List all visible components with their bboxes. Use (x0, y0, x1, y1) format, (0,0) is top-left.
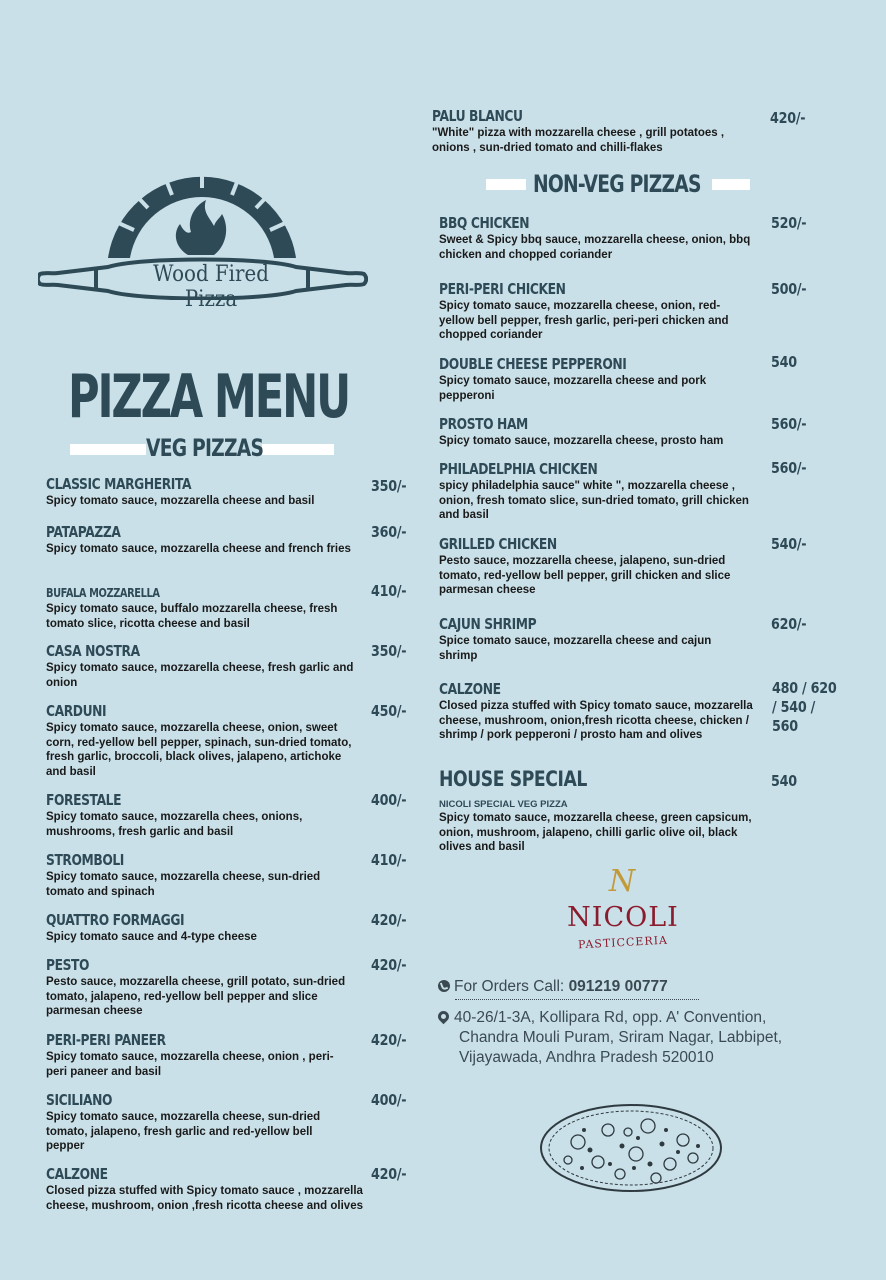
address-line-1: 40-26/1-3A, Kollipara Rd, opp. A' Convention, (454, 1009, 767, 1026)
item-name: PERI-PERI PANEER (46, 1031, 166, 1049)
item-price: 520/- (771, 214, 807, 232)
item-name: DOUBLE CHEESE PEPPERONI (439, 355, 627, 373)
item-price: 350/- (371, 642, 407, 660)
item-description: Spicy tomato sauce, mozzarella cheese and french fries (46, 543, 351, 555)
menu-item (46, 523, 356, 557)
nonveg-section-heading: NON-VEG PIZZAS (533, 170, 701, 198)
menu-item (439, 767, 753, 855)
item-description: Spicy tomato sauce, mozzarella cheese, sun-dried tomato, jalapeno, fresh garlic and red-yellow bell pepper (46, 1111, 321, 1153)
item-description: Closed pizza stuffed with Spicy tomato sauce, mozzarella cheese, mushroom, onion,fresh ricotta cheese, chicken / shrimp / pork pepperoni / prosto ham and olives (439, 700, 753, 742)
item-price: 420/- (770, 109, 806, 127)
address-line-2: Chandra Mouli Puram, Sriram Nagar, Labbipet, (459, 1029, 783, 1046)
menu-item (46, 586, 364, 631)
item-name: PALU BLANCU (432, 107, 523, 125)
menu-item (46, 956, 352, 1019)
item-description: spicy philadelphia sauce" white ", mozzarella cheese , onion, fresh tomato slice, sun-dried tomato, grill chicken and basil (439, 480, 749, 522)
veg-menu-list (0, 0, 430, 1280)
item-price: 410/- (371, 851, 407, 869)
item-price: 420/- (371, 1031, 407, 1049)
nicoli-monogram: N (608, 864, 636, 899)
item-price: 360/- (371, 523, 407, 541)
item-description: Spicy tomato sauce, buffalo mozzarella cheese, fresh tomato slice, ricotta cheese and basil (46, 603, 338, 630)
item-description: Sweet & Spicy bbq sauce, mozzarella cheese, onion, bbq chicken and chopped coriander (439, 234, 751, 261)
orders-label: For Orders Call: (454, 978, 565, 995)
item-description: Spicy tomato sauce, mozzarella cheese, onion, red-yellow bell pepper, fresh garlic, peri-peri chicken and chopped coriander (439, 300, 729, 342)
veg-section-heading: VEG PIZZAS (146, 434, 264, 462)
nonveg-ribbon-left (486, 179, 526, 190)
menu-item (439, 615, 739, 663)
item-description: Spice tomato sauce, mozzarella cheese and cajun shrimp (439, 635, 712, 662)
brand-tagline: PASTICCERIA (577, 933, 669, 952)
item-price: 400/- (371, 1091, 407, 1109)
menu-item (46, 642, 356, 690)
item-name: CASA NOSTRA (46, 642, 140, 660)
item-name: BBQ CHICKEN (439, 214, 530, 232)
phone-icon (438, 980, 450, 992)
item-name: HOUSE SPECIAL (439, 767, 587, 791)
menu-item (46, 702, 364, 779)
menu-item (439, 680, 753, 743)
item-description: Spicy tomato sauce, mozzarella chees, onions, mushrooms, fresh garlic and basil (46, 811, 303, 838)
address-line-3: Vijayawada, Andhra Pradesh 520010 (459, 1049, 714, 1066)
item-name: GRILLED CHICKEN (439, 535, 557, 553)
menu-item (439, 535, 755, 598)
item-description: Spicy tomato sauce, mozzarella cheese, onion, sweet corn, red-yellow bell pepper, spinach, sun-dried tomato, fresh garlic, broccoli, black olives, jalapeno, artichoke and basil (46, 722, 352, 778)
item-price: 410/- (371, 582, 407, 600)
item-name: QUATTRO FORMAGGI (46, 911, 185, 929)
item-name: BUFALA MOZZARELLA (46, 586, 160, 600)
menu-item (46, 475, 364, 509)
item-price: 560/- (771, 415, 807, 433)
item-subtitle: NICOLI SPECIAL VEG PIZZA (439, 799, 568, 810)
brand-name: NICOLI (567, 902, 679, 933)
item-name: STROMBOLI (46, 851, 124, 869)
item-description: Spicy tomato sauce, mozzarella cheese and pork pepperoni (439, 375, 707, 402)
item-price: 420/- (371, 1165, 407, 1183)
menu-item (46, 791, 346, 839)
item-description: Pesto sauce, mozzarella cheese, grill potato, sun-dried tomato, jalapeno, red-yellow bell pepper and slice parmesan cheese (46, 976, 346, 1018)
menu-item (439, 280, 755, 343)
menu-item (439, 355, 755, 403)
item-name: FORESTALE (46, 791, 122, 809)
item-price: 420/- (371, 911, 407, 929)
item-name: CALZONE (46, 1165, 108, 1183)
item-description: Spicy tomato sauce, mozzarella cheese, fresh garlic and onion (46, 662, 354, 689)
item-price: 420/- (371, 956, 407, 974)
item-price: 450/- (371, 702, 407, 720)
menu-item (46, 851, 356, 899)
item-description: Closed pizza stuffed with Spicy tomato sauce , mozzarella cheese, mushroom, onion ,fresh ricotta cheese and olives (46, 1185, 363, 1212)
item-name: CAJUN SHRIMP (439, 615, 537, 633)
item-name: CLASSIC MARGHERITA (46, 475, 192, 493)
item-description: Spicy tomato sauce, mozzarella cheese, prosto ham (439, 435, 724, 447)
item-price: 540 (771, 353, 797, 371)
menu-item (46, 911, 364, 945)
pizza-sketch-illustration (538, 1102, 724, 1194)
item-price: 500/- (771, 280, 807, 298)
item-price: 400/- (371, 791, 407, 809)
address-block (438, 1008, 782, 1068)
item-description: Spicy tomato sauce, mozzarella cheese and basil (46, 495, 315, 507)
item-name: CALZONE (439, 680, 501, 698)
orders-underline (455, 999, 699, 1000)
item-name: PHILADELPHIA CHICKEN (439, 460, 598, 478)
item-name: PROSTO HAM (439, 415, 528, 433)
item-name: SICILIANO (46, 1091, 113, 1109)
item-price: 620/- (771, 615, 807, 633)
item-price: 560/- (771, 459, 807, 477)
menu-item (432, 107, 752, 155)
item-description: Spicy tomato sauce, mozzarella cheese, green capsicum, onion, mushroom, jalapeno, chilli garlic olive oil, black olives and basil (439, 812, 752, 854)
menu-item (439, 460, 761, 523)
item-name: PERI-PERI CHICKEN (439, 280, 566, 298)
item-description: Spicy tomato sauce, mozzarella cheese, sun-dried tomato and spinach (46, 871, 321, 898)
item-name: PESTO (46, 956, 90, 974)
menu-item (46, 1165, 364, 1213)
item-description: "White" pizza with mozzarella cheese , grill potatoes , onions , sun-dried tomato and chilli-flakes (432, 127, 725, 154)
orders-line (438, 977, 668, 997)
menu-item (439, 415, 755, 449)
logo-text: Wood Fired Pizza (153, 262, 269, 312)
item-name: PATAPAZZA (46, 523, 121, 541)
location-pin-icon (436, 1009, 452, 1025)
page-title: PIZZA MENU (68, 362, 349, 432)
item-price: 540/- (771, 535, 807, 553)
menu-item (46, 1031, 336, 1079)
nonveg-ribbon-right (712, 179, 750, 190)
phone-number[interactable]: 091219 00777 (568, 978, 668, 995)
item-description: Spicy tomato sauce and 4-type cheese (46, 931, 257, 943)
item-price: 540 (771, 772, 797, 790)
item-description: Pesto sauce, mozzarella cheese, jalapeno, sun-dried tomato, red-yellow bell pepper, grill chicken and slice parmesan cheese (439, 555, 731, 597)
item-price: 350/- (371, 477, 407, 495)
menu-item (46, 1091, 346, 1154)
item-name: CARDUNI (46, 702, 107, 720)
item-description: Spicy tomato sauce, mozzarella cheese, onion , peri-peri paneer and basil (46, 1051, 334, 1078)
item-price: 480 / 620 / 540 / 560 (772, 679, 837, 735)
menu-item (439, 214, 755, 262)
